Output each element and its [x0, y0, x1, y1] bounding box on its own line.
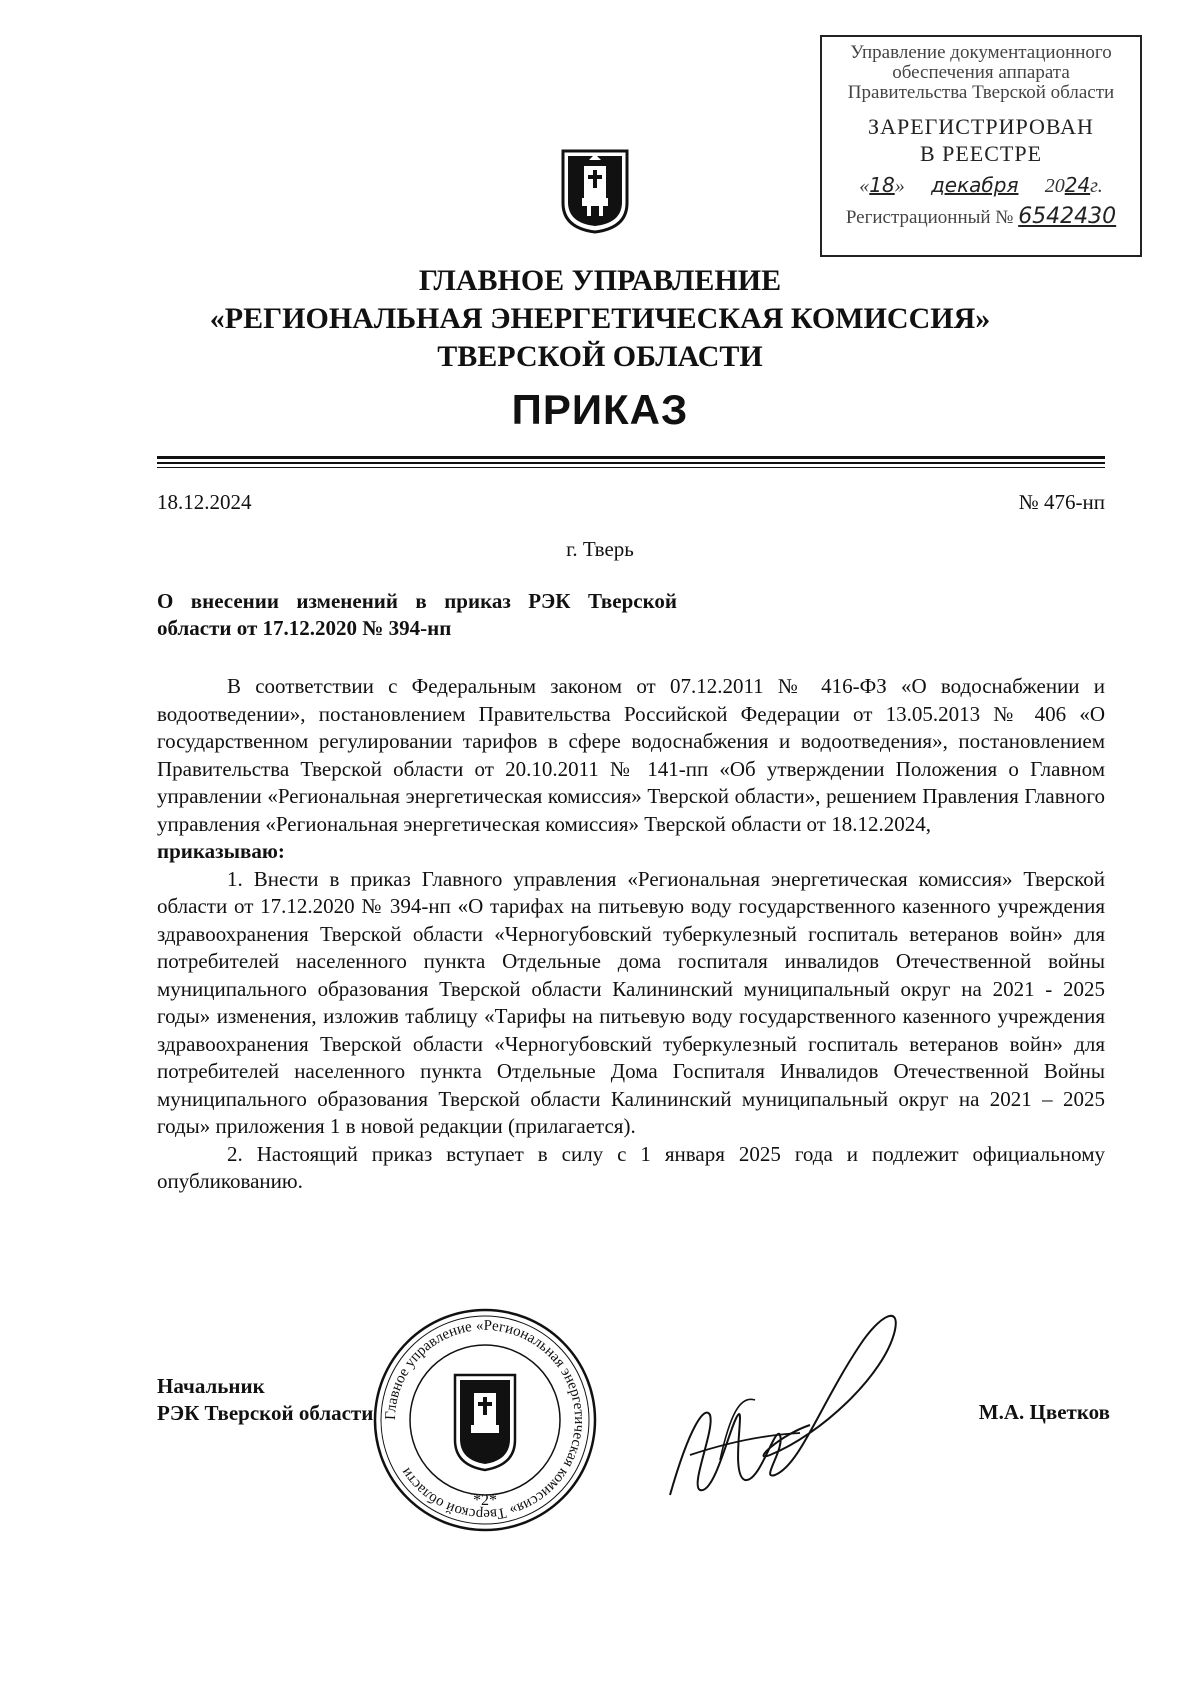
handwritten-signature — [660, 1285, 920, 1515]
org-line-3: ТВЕРСКОЙ ОБЛАСТИ — [437, 340, 763, 373]
stamp-date-close-quote: » — [894, 175, 905, 197]
stamp-date-open-quote: « — [859, 175, 870, 197]
stamp-reg-number-value: 6542430 — [1018, 204, 1117, 229]
seal-emblem-icon — [455, 1375, 515, 1470]
registration-stamp — [820, 35, 1142, 257]
stamp-reg-label: Регистрационный № — [845, 207, 1014, 228]
order-word: приказываю: — [157, 839, 285, 863]
org-line-1: ГЛАВНОЕ УПРАВЛЕНИЕ — [418, 264, 782, 297]
stamp-date-year-suffix: 24 — [1064, 173, 1091, 197]
stamp-status — [822, 113, 1140, 167]
document-subject: О внесении изменений в приказ РЭК Тверской области от 17.12.2020 № 394-нп — [157, 589, 677, 640]
stamp-department — [822, 43, 1140, 103]
stamp-date — [822, 173, 1140, 198]
item-1-paragraph: 1. Внести в приказ Главного управления «Региональная энергетическая комиссия» Тверской области от 17.12.2020 № 394-нп «О тарифах на питьевую воду государственного казенного учреждения здравоохранения Тверской области «Черногубовский туберкулезный госпиталь ветеранов войн» для потребителей населенного пункта Отдельные дома госпиталя инвалидов Отечественной войны муниципального образования Тверской области Калининский муниципальный округ на 2021 - 2025 годы» изменения, изложив таблицу «Тарифы на питьевую воду государственного казенного учреждения здравоохранения Тверской области «Черногубовский туберкулезный госпиталь ветеранов войн» для потребителей населенного пункта Отдельные Дома Госпиталя Инвалидов Отечественной Войны муниципального образования Тверской области Калининский муниципальный округ на 2021 – 2025 годы» приложения 1 в новой редакции (прилагается). — [157, 866, 1105, 1138]
document-type-title: ПРИКАЗ — [511, 386, 689, 433]
signatory-name: М.А. Цветков — [978, 1400, 1110, 1424]
stamp-status-line-1: ЗАРЕГИСТРИРОВАН — [868, 114, 1094, 139]
item-2-paragraph: 2. Настоящий приказ вступает в силу с 1 января 2025 года и подлежит официальному опубликованию. — [157, 1141, 1105, 1193]
signature-title — [157, 1373, 373, 1427]
stamp-dept-line-1: Управление документационного — [850, 42, 1112, 63]
signature-title-line-2: РЭК Тверской области — [157, 1401, 374, 1425]
organization-header — [0, 262, 1200, 376]
stamp-reg-number — [822, 204, 1140, 229]
document-number: № 476-нп — [1018, 490, 1105, 514]
signature-title-line-1: Начальник — [157, 1374, 265, 1398]
preamble-paragraph: В соответствии с Федеральным законом от 07.12.2011 № 416-ФЗ «О водоснабжении и водоотведении», постановлением Правительства Российской Федерации от 13.05.2013 № 406 «О государственном регулировании тарифов в сфере водоснабжения и водоотведения», постановлением Правительства Тверской области от 20.10.2011 № 141-пп «Об утверждении Положения о Главном управлении «Региональная энергетическая комиссия» Тверской области», решением Правления Главного управления «Региональная энергетическая комиссия» Тверской области от 18.12.2024, — [157, 674, 1105, 836]
official-seal — [370, 1305, 600, 1535]
stamp-date-year-unit: г. — [1090, 175, 1103, 197]
stamp-dept-line-3: Правительства Тверской области — [847, 82, 1115, 103]
stamp-date-month: декабря — [930, 173, 1019, 197]
header-divider — [157, 467, 1105, 468]
header-divider — [157, 462, 1105, 464]
document-body — [157, 673, 1105, 1196]
org-line-2: «РЕГИОНАЛЬНАЯ ЭНЕРГЕТИЧЕСКАЯ КОМИССИЯ» — [209, 302, 991, 335]
document-date: 18.12.2024 — [157, 490, 252, 514]
coat-of-arms-icon — [560, 148, 630, 234]
seal-bottom-mark: *2* — [473, 1492, 497, 1509]
stamp-date-day: 18 — [869, 173, 895, 197]
seal-ring-text: Главное управление «Региональная энергетическая комиссия» Тверской области — [382, 1317, 588, 1523]
stamp-dept-line-2: обеспечения аппарата — [892, 62, 1070, 83]
header-divider — [157, 456, 1105, 459]
stamp-status-line-2: В РЕЕСТРЕ — [919, 141, 1043, 166]
document-city: г. Тверь — [566, 537, 634, 561]
stamp-date-year-prefix: 20 — [1044, 175, 1065, 197]
